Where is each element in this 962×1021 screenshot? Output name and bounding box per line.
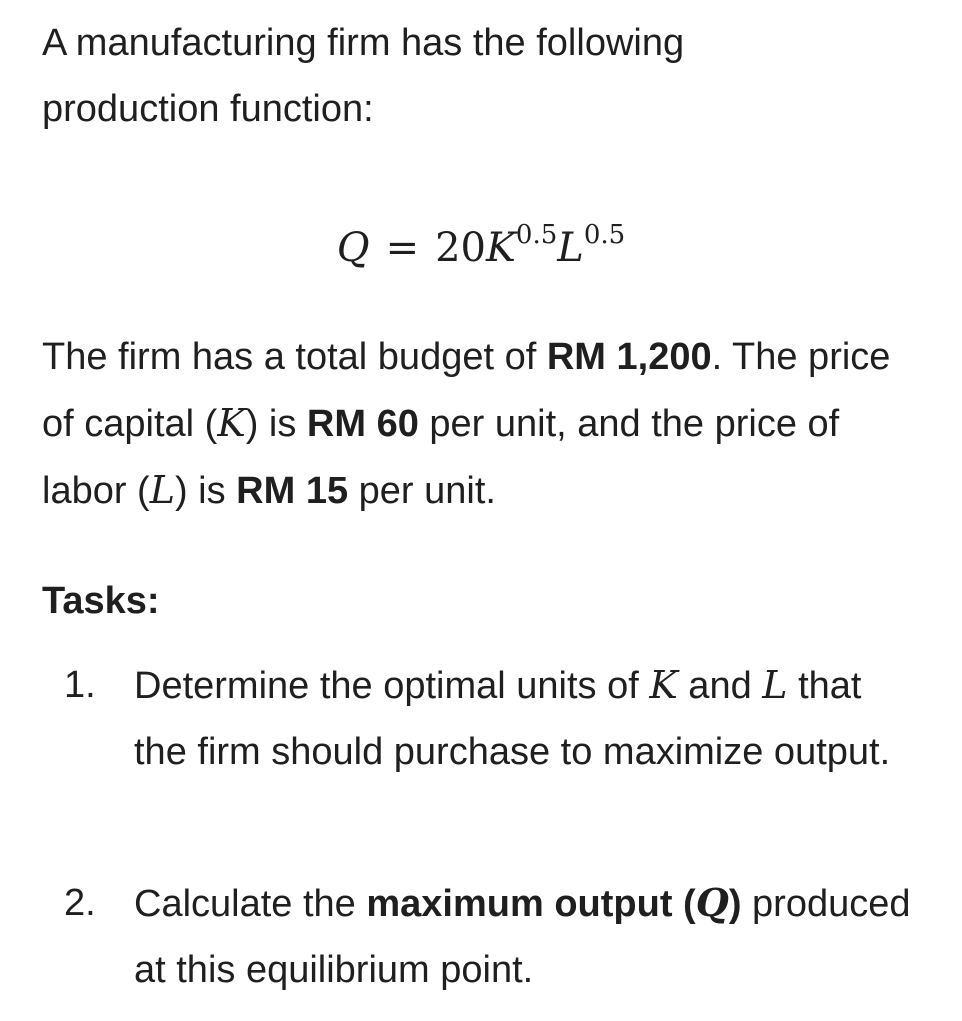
tasks-heading: Tasks: [42, 580, 160, 622]
task-1-text [134, 652, 924, 785]
equation-k-exponent: 0.5 [515, 220, 558, 250]
equation-coefficient: 20 [435, 225, 487, 271]
task-1-text-3: that the firm should purchase to maximize output. [134, 665, 891, 773]
budget-text-4: per unit, and the price of labor ( [42, 403, 840, 512]
production-function-equation [0, 218, 962, 278]
task-2-bold-end: ) [728, 883, 742, 925]
budget-paragraph [42, 324, 922, 524]
budget-text-1: The firm has a total budget of [42, 336, 547, 378]
task-1-text-2: and [677, 665, 763, 707]
labor-price: RM 15 [236, 470, 349, 512]
task-2-bold [366, 880, 742, 925]
capital-price: RM 60 [306, 403, 419, 445]
task-1-text-1: Determine the optimal units of [134, 665, 650, 707]
equation-equals: = [385, 225, 420, 271]
budget-text-3: ) is [245, 403, 307, 445]
intro-text: A manufacturing firm has the following production function: [42, 22, 685, 130]
budget-amount: RM 1,200 [546, 336, 712, 378]
task-1-number: 1. [64, 664, 96, 706]
equation-q: Q [336, 225, 370, 271]
budget-text-6: per unit. [348, 470, 496, 512]
task-2-text [134, 870, 924, 1003]
task-2-number: 2. [64, 882, 96, 924]
task-2-q: Q [695, 880, 729, 925]
equation-k: K [486, 225, 516, 271]
equation-l: L [557, 225, 584, 271]
task-1-k: K [649, 663, 678, 707]
task-1-l: L [762, 663, 788, 707]
task-2-text-1: Calculate the [134, 883, 367, 925]
capital-symbol: K [217, 401, 246, 445]
task-2-bold-text: maximum output ( [366, 883, 696, 925]
labor-symbol: L [149, 468, 175, 512]
budget-text-5: ) is [174, 470, 237, 512]
equation-l-exponent: 0.5 [583, 220, 626, 250]
budget-text-2: . The price of capital ( [42, 336, 891, 445]
task-2-text-2: produced at this equilibrium point. [134, 883, 911, 991]
